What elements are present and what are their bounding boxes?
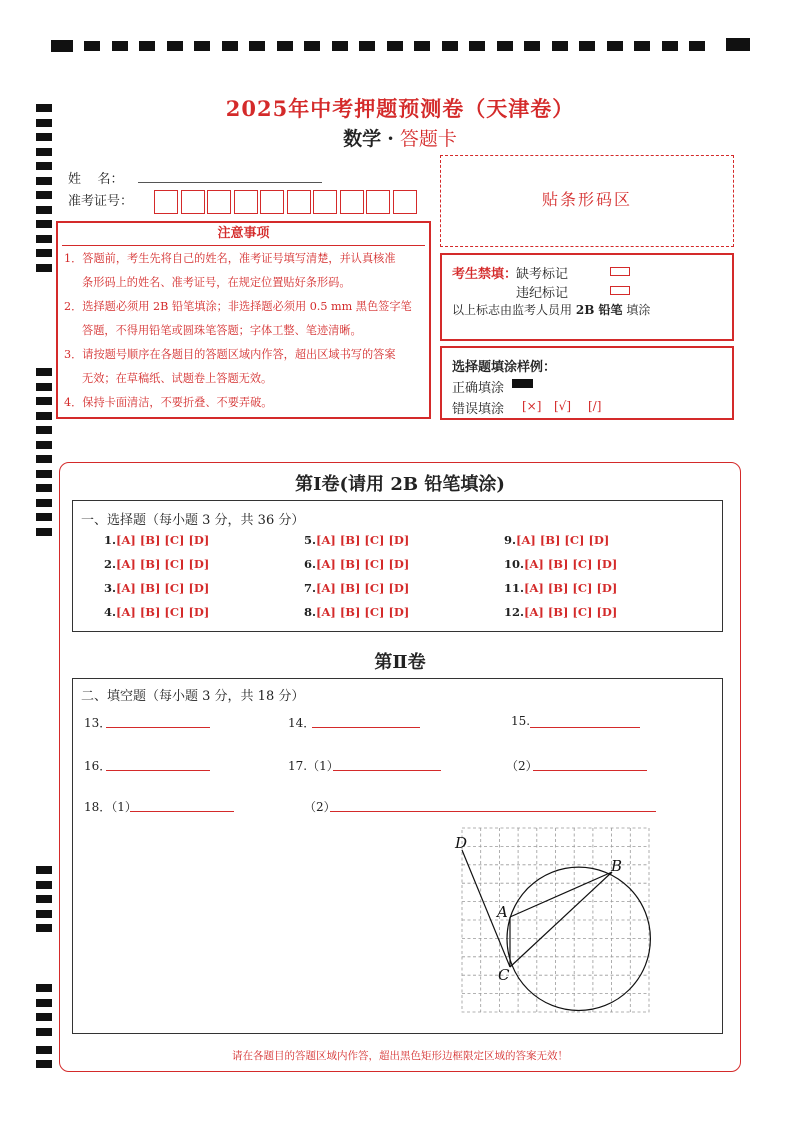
sample-title: 选择题填涂样例： [452, 360, 557, 375]
point-a-label: A [497, 903, 508, 921]
notice-item-1: 1．答题前，考生先将自己的姓名，准考证号填写清楚，并认真核准 [64, 252, 396, 265]
q13-answer-line[interactable] [106, 727, 210, 728]
footer-warning: 请在各题目的答题区域内作答，超出黑色矩形边框限定区域的答案无效！ [232, 1050, 568, 1062]
q17-2-label: （2） [506, 759, 538, 773]
timing-mark-left [36, 881, 52, 889]
mc-options[interactable]: [A] [B] [C] [D] [316, 605, 410, 619]
mc-question-number: 2. [104, 557, 117, 571]
exam-id-digit-box[interactable] [366, 190, 390, 214]
correct-fill-label: 正确填涂 [452, 381, 505, 396]
timing-mark-top [194, 41, 210, 51]
timing-mark-top [497, 41, 513, 51]
q16-label: 16． [84, 759, 112, 773]
mc-options[interactable]: [A] [B] [C] [D] [316, 533, 410, 547]
timing-mark-left [36, 220, 52, 228]
forbidden-panel [440, 253, 734, 341]
mc-question-number: 5. [304, 533, 317, 547]
geometry-figure [440, 820, 670, 1020]
name-label: 姓 名： [68, 172, 124, 187]
q13-label: 13． [84, 716, 112, 730]
mc-question-9 [504, 533, 609, 547]
multiple-choice-heading: 一、选择题（每小题 3 分，共 36 分） [81, 513, 305, 528]
correct-fill-sample [512, 379, 533, 388]
wrong-mark-1: [×] [522, 399, 542, 413]
name-field[interactable] [138, 182, 322, 183]
timing-mark-left [36, 1013, 52, 1021]
exam-id-digit-box[interactable] [393, 190, 417, 214]
part2-title: 第Ⅱ卷 [374, 652, 426, 673]
exam-id-digit-box[interactable] [313, 190, 337, 214]
sample-panel [440, 346, 734, 420]
mc-options[interactable]: [A] [B] [C] [D] [524, 605, 618, 619]
timing-mark-left [36, 206, 52, 214]
timing-mark-top [689, 41, 705, 51]
q14-label: 14． [288, 716, 316, 730]
fill-blank-heading: 二、填空题（每小题 3 分，共 18 分） [81, 689, 305, 704]
timing-mark-left [36, 441, 52, 449]
timing-mark-top [277, 41, 293, 51]
notice-item-1-cont: 条形码上的姓名、准考证号，在规定位置贴好条形码。 [82, 276, 351, 289]
page-subtitle [0, 124, 800, 151]
timing-mark-top [167, 41, 183, 51]
timing-mark-top [332, 41, 348, 51]
timing-mark-left [36, 999, 52, 1007]
mc-question-2 [104, 557, 209, 571]
mc-question-number: 12. [504, 605, 525, 619]
mc-question-5 [304, 533, 409, 547]
timing-mark-left [36, 528, 52, 536]
violation-label: 违纪标记 [516, 286, 569, 301]
timing-mark-left [36, 383, 52, 391]
timing-mark-left [36, 397, 52, 405]
notice-item-3: 3．请按题号顺序在各题目的答题区域内作答，超出区域书写的答案 [64, 348, 396, 361]
timing-mark-top [607, 41, 623, 51]
timing-mark-top [634, 41, 650, 51]
q18-1-label: 18．（1） [84, 800, 137, 814]
mc-options[interactable]: [A] [B] [C] [D] [116, 533, 210, 547]
mc-options[interactable]: [A] [B] [C] [D] [524, 581, 618, 595]
absent-mark-box[interactable] [610, 267, 630, 276]
timing-mark-left [36, 499, 52, 507]
timing-mark-left [36, 455, 52, 463]
timing-mark-top [222, 41, 238, 51]
segment-bc [510, 872, 612, 967]
timing-mark-top [524, 41, 540, 51]
timing-mark-left [36, 264, 52, 272]
forbidden-note [452, 301, 650, 318]
forbidden-note-text: 以上标志由监考人员用 [452, 303, 573, 317]
q18-1-answer-line[interactable] [130, 811, 234, 812]
q18-2-label: （2） [304, 800, 336, 814]
mc-options[interactable]: [A] [B] [C] [D] [316, 581, 410, 595]
mc-options[interactable]: [A] [B] [C] [D] [116, 581, 210, 595]
forbidden-label: 考生禁填： [452, 267, 518, 282]
mc-question-number: 10. [504, 557, 525, 571]
q16-answer-line[interactable] [106, 770, 210, 771]
q17-2-answer-line[interactable] [533, 770, 647, 771]
timing-mark-left [36, 984, 52, 992]
mc-question-number: 6. [304, 557, 317, 571]
barcode-area: 贴条形码区 [440, 155, 734, 247]
mc-options[interactable]: [A] [B] [C] [D] [116, 605, 210, 619]
mc-question-1 [104, 533, 209, 547]
notice-title: 注意事项 [62, 223, 425, 246]
mc-question-10 [504, 557, 617, 571]
mc-question-number: 4. [104, 605, 117, 619]
forbidden-note-bold: 2B 铅笔 [575, 303, 623, 317]
point-b-label: B [611, 857, 623, 875]
timing-mark-left [36, 235, 52, 243]
mc-question-number: 11. [504, 581, 525, 595]
exam-id-digit-box[interactable] [154, 190, 178, 214]
wrong-mark-3: [/] [588, 399, 602, 413]
subject-label: 数学 [343, 128, 382, 150]
timing-mark-top [304, 41, 320, 51]
timing-mark-top [469, 41, 485, 51]
timing-mark-left [36, 513, 52, 521]
timing-mark-left [36, 249, 52, 257]
timing-mark-top [84, 41, 100, 51]
mc-question-3 [104, 581, 209, 595]
mc-question-11 [504, 581, 617, 595]
absent-label: 缺考标记 [516, 267, 569, 282]
q15-label: 15. [511, 714, 531, 728]
page-title: 2025年中考押题预测卷（天津卷） [225, 96, 575, 121]
subtitle-dot: · [387, 128, 394, 150]
exam-id-digit-box[interactable] [181, 190, 205, 214]
mc-question-number: 1. [104, 533, 117, 547]
timing-mark-top [662, 41, 678, 51]
mc-question-number: 9. [504, 533, 517, 547]
answer-card-label: 答题卡 [399, 128, 457, 150]
exam-id-digit-box[interactable] [260, 190, 284, 214]
violation-mark-box[interactable] [610, 286, 630, 295]
q17-1-answer-line[interactable] [333, 770, 441, 771]
mc-options[interactable]: [A] [B] [C] [D] [316, 557, 410, 571]
exam-id-digit-box[interactable] [340, 190, 364, 214]
timing-mark-left [36, 910, 52, 918]
mc-question-number: 7. [304, 581, 317, 595]
timing-mark-left [36, 1028, 52, 1036]
timing-mark-left [36, 177, 52, 185]
exam-id-digit-box[interactable] [287, 190, 311, 214]
exam-id-digit-box[interactable] [234, 190, 258, 214]
figure-grid [462, 828, 649, 1012]
mc-question-8 [304, 605, 409, 619]
q17-1-label: 17.（1） [288, 759, 339, 773]
timing-mark-left [36, 191, 52, 199]
q18-2-answer-line[interactable] [330, 811, 656, 812]
mc-question-number: 3. [104, 581, 117, 595]
mc-options[interactable]: [A] [B] [C] [D] [116, 557, 210, 571]
q14-answer-line[interactable] [312, 727, 420, 728]
mc-question-6 [304, 557, 409, 571]
timing-mark-top [414, 41, 430, 51]
wrong-mark-2: [√] [554, 399, 572, 413]
timing-mark-left [36, 924, 52, 932]
timing-mark-top [442, 41, 458, 51]
exam-id-digit-box[interactable] [207, 190, 231, 214]
point-d-label: D [455, 834, 468, 852]
mc-question-4 [104, 605, 209, 619]
timing-mark-left [36, 368, 52, 376]
mc-question-number: 8. [304, 605, 317, 619]
timing-mark-top [359, 41, 375, 51]
mc-options[interactable]: [A] [B] [C] [D] [516, 533, 610, 547]
notice-item-2-cont: 答题，不得用铅笔或圆珠笔答题；字体工整、笔迹清晰。 [82, 324, 362, 337]
timing-mark-top [139, 41, 155, 51]
timing-mark-top-right [726, 38, 750, 51]
timing-mark-top [579, 41, 595, 51]
timing-mark-left [36, 412, 52, 420]
timing-mark-top-left [51, 40, 73, 52]
timing-mark-top [387, 41, 403, 51]
mc-options[interactable]: [A] [B] [C] [D] [524, 557, 618, 571]
timing-mark-top [249, 41, 265, 51]
notice-item-2: 2．选择题必须用 2B 铅笔填涂；非选择题必须用 0.5 mm 黑色签字笔 [64, 300, 412, 313]
timing-mark-left [36, 162, 52, 170]
part1-title: 第Ⅰ卷(请用 2B 铅笔填涂) [295, 474, 505, 495]
q15-answer-line[interactable] [530, 727, 640, 728]
timing-mark-top [112, 41, 128, 51]
timing-mark-left [36, 426, 52, 434]
wrong-fill-label: 错误填涂 [452, 402, 505, 417]
timing-mark-top [552, 41, 568, 51]
notice-box [56, 221, 431, 419]
point-c-label: C [498, 966, 510, 984]
segment-ab [510, 872, 612, 917]
figure-shapes [462, 850, 650, 1011]
mc-question-7 [304, 581, 409, 595]
notice-item-4: 4．保持卡面清洁，不要折叠、不要弄破。 [64, 396, 273, 409]
timing-mark-left [36, 895, 52, 903]
forbidden-note-end: 填涂 [626, 303, 651, 317]
exam-id-label: 准考证号： [68, 194, 134, 209]
notice-item-3-cont: 无效；在草稿纸、试题卷上答题无效。 [82, 372, 273, 385]
timing-mark-left [36, 866, 52, 874]
mc-question-12 [504, 605, 617, 619]
